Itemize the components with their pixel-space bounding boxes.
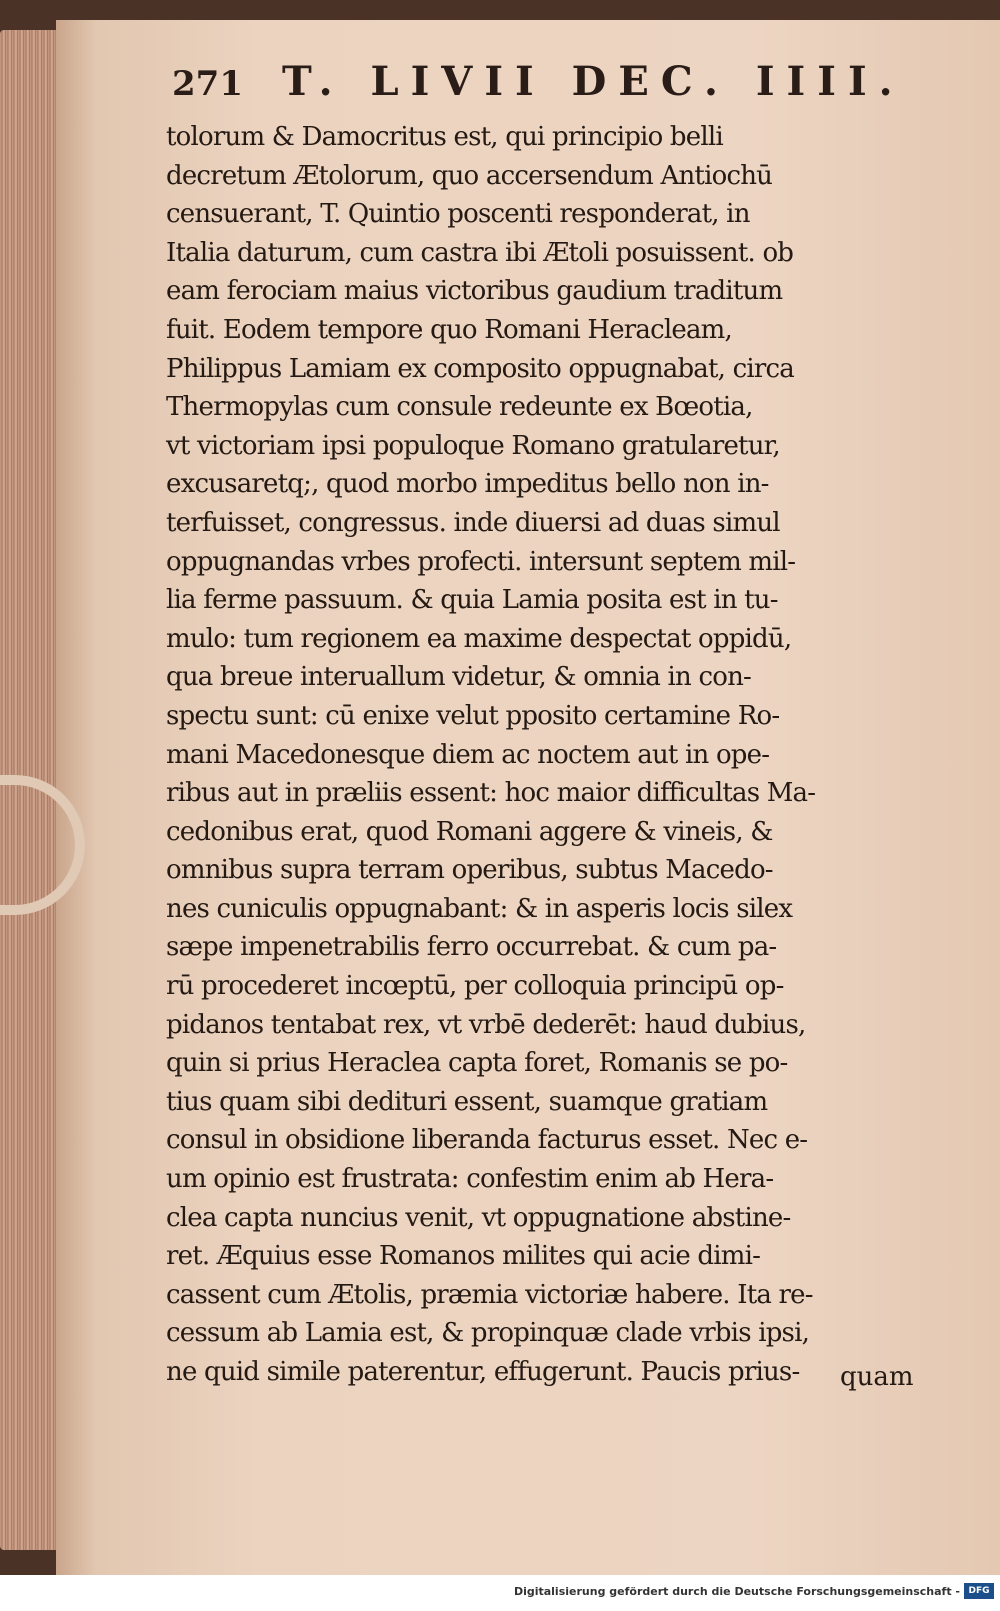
text-line: ribus aut in præliis essent: hoc maior difficultas Ma- (166, 778, 816, 809)
text-line: mani Macedonesque diem ac noctem aut in ope- (166, 739, 770, 770)
dfg-logo: DFG (964, 1583, 994, 1599)
text-line: decretum Ætolorum, quo accersendum Antiochū (166, 160, 773, 191)
text-line: cedonibus erat, quod Romani aggere & vineis, & (166, 816, 773, 847)
text-line: pidanos tentabat rex, vt vrbē dederēt: haud dubius, (166, 1009, 806, 1040)
text-line: clea capta nuncius venit, vt oppugnatione abstine- (166, 1202, 791, 1233)
text-line: Thermopylas cum consule redeunte ex Bœotia, (166, 392, 753, 423)
text-line: quin si prius Heraclea capta foret, Romanis se po- (166, 1048, 788, 1079)
running-head (172, 58, 912, 118)
text-line: censuerant, T. Quintio poscenti responderat, in (166, 199, 750, 230)
running-title: T. LIVII DEC. IIII. (282, 58, 905, 105)
text-line: rū procederet incœptū, per colloquia principū op- (166, 971, 784, 1002)
text-line: sæpe impenetrabilis ferro occurrebat. & cum pa- (166, 932, 777, 963)
text-line: omnibus supra terram operibus, subtus Macedo- (166, 855, 773, 886)
text-line: nes cuniculis oppugnabant: & in asperis locis silex (166, 893, 793, 924)
text-line: qua breue interuallum videtur, & omnia in con- (166, 662, 752, 693)
text-line: terfuisset, congressus. inde diuersi ad duas simul (166, 507, 780, 538)
text-line: spectu sunt: cū enixe velut pposito certamine Ro- (166, 700, 780, 731)
text-line: tolorum & Damocritus est, qui principio belli (166, 122, 723, 152)
catchword: quam (840, 1362, 914, 1392)
text-line: tius quam sibi dedituri essent, suamque gratiam (166, 1086, 768, 1117)
text-line: fuit. Eodem tempore quo Romani Heracleam, (166, 314, 733, 345)
text-line: cassent cum Ætolis, præmia victoriæ habere. Ita re- (166, 1279, 813, 1310)
text-line: cessum ab Lamia est, & propinquæ clade vrbis ipsi, (166, 1318, 810, 1349)
text-line: lia ferme passuum. & quia Lamia posita est in tu- (166, 585, 778, 616)
body-text (166, 118, 921, 1392)
text-line: Philippus Lamiam ex composito oppugnabat, circa (166, 353, 794, 384)
text-line: vt victoriam ipsi populoque Romano gratularetur, (166, 430, 780, 461)
text-line: eam ferociam maius victoribus gaudium traditum (166, 276, 783, 307)
text-line: consul in obsidione liberanda facturus esset. Nec e- (166, 1125, 808, 1156)
page-number: 271 (172, 64, 243, 104)
text-line: excusaretq;, quod morbo impeditus bello non in- (166, 469, 769, 500)
text-line: Italia daturum, cum castra ibi Ætoli posuissent. ob (166, 237, 794, 268)
text-line: ret. Æquius esse Romanos milites qui acie dimi- (166, 1241, 761, 1272)
footer-credit: Digitalisierung gefördert durch die Deutsche Forschungsgemeinschaft - (513, 1585, 960, 1598)
text-line: um opinio est frustrata: confestim enim ab Hera- (166, 1164, 774, 1195)
text-line: ne quid simile paterentur, effugerunt. Paucis prius- (166, 1357, 800, 1387)
text-line: mulo: tum regionem ea maxime despectat oppidū, (166, 623, 792, 654)
text-line: oppugnandas vrbes profecti. intersunt septem mil- (166, 546, 796, 577)
